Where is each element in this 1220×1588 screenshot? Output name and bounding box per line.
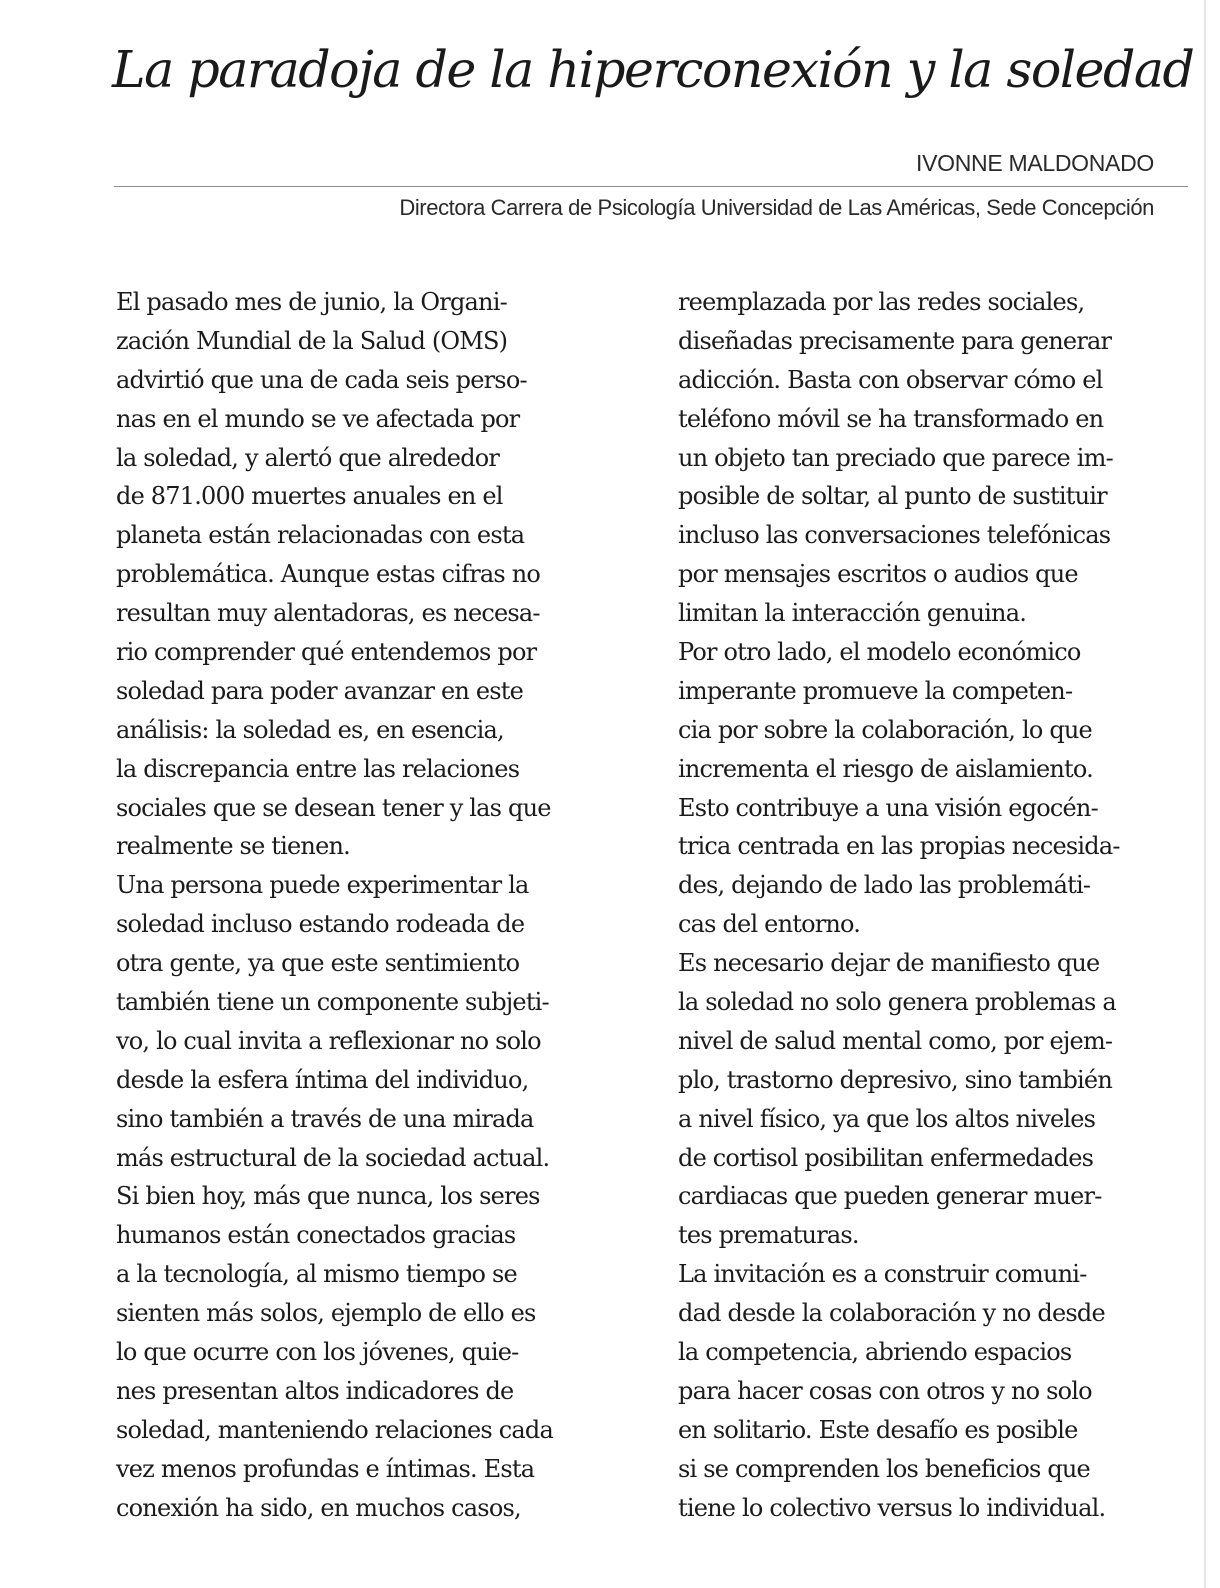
text-line: zación Mundial de la Salud (OMS) bbox=[116, 326, 508, 355]
text-line: advirtió que una de cada seis perso- bbox=[116, 365, 527, 394]
text-line: soledad para poder avanzar en este bbox=[116, 676, 524, 705]
text-line: para hacer cosas con otros y no solo bbox=[678, 1376, 1092, 1405]
article-column-left bbox=[116, 283, 553, 1528]
text-line: sociales que se desean tener y las que bbox=[116, 793, 551, 822]
text-line: des, dejando de lado las problemáti- bbox=[678, 871, 1091, 900]
text-line: a nivel físico, ya que los altos niveles bbox=[678, 1104, 1096, 1133]
text-line: adicción. Basta con observar cómo el bbox=[678, 365, 1103, 394]
text-line: más estructural de la sociedad actual. bbox=[116, 1143, 550, 1172]
text-line: trica centrada en las propias necesida- bbox=[678, 832, 1120, 861]
text-line: vo, lo cual invita a reflexionar no solo bbox=[116, 1026, 541, 1055]
article-column-right bbox=[678, 283, 1120, 1528]
text-line: lo que ocurre con los jóvenes, quie- bbox=[116, 1338, 519, 1367]
text-line: La invitación es a construir comuni- bbox=[678, 1260, 1087, 1289]
text-line: a la tecnología, al mismo tiempo se bbox=[116, 1260, 517, 1289]
text-line: cia por sobre la colaboración, lo que bbox=[678, 715, 1092, 744]
text-line: la soledad, y alertó que alrededor bbox=[116, 443, 500, 472]
text-line: Una persona puede experimentar la bbox=[116, 871, 529, 900]
article-title: La paradoja de la hiperconexión y la soledad bbox=[112, 40, 1194, 99]
text-line: rio comprender qué entendemos por bbox=[116, 638, 537, 667]
text-line: también tiene un componente subjeti- bbox=[116, 988, 549, 1017]
text-line: cardiacas que pueden generar muer- bbox=[678, 1182, 1102, 1211]
page-edge-divider bbox=[1204, 0, 1206, 1588]
text-line: de 871.000 muertes anuales en el bbox=[116, 482, 503, 511]
text-line: planeta están relacionadas con esta bbox=[116, 521, 525, 550]
text-line: humanos están conectados gracias bbox=[116, 1221, 516, 1250]
text-line: reemplazada por las redes sociales, bbox=[678, 288, 1085, 316]
text-line: Esto contribuye a una visión egocén- bbox=[678, 793, 1098, 822]
text-line: un objeto tan preciado que parece im- bbox=[678, 443, 1113, 472]
text-line: diseñadas precisamente para generar bbox=[678, 326, 1112, 355]
text-line: imperante promueve la competen- bbox=[678, 676, 1073, 705]
text-line: tes prematuras. bbox=[678, 1221, 859, 1250]
text-line: la discrepancia entre las relaciones bbox=[116, 754, 520, 783]
text-line: Es necesario dejar de manifiesto que bbox=[678, 949, 1100, 978]
text-line: soledad, manteniendo relaciones cada bbox=[116, 1415, 553, 1444]
text-line: desde la esfera íntima del individuo, bbox=[116, 1065, 529, 1094]
author-name: IVONNE MALDONADO bbox=[915, 150, 1154, 176]
text-line: plo, trastorno depresivo, sino también bbox=[678, 1065, 1112, 1094]
text-line: Por otro lado, el modelo económico bbox=[678, 638, 1081, 667]
text-line: realmente se tienen. bbox=[116, 832, 350, 861]
text-line: dad desde la colaboración y no desde bbox=[678, 1299, 1105, 1328]
text-line: vez menos profundas e íntimas. Esta bbox=[116, 1454, 535, 1483]
text-line: conexión ha sido, en muchos casos, bbox=[116, 1493, 521, 1522]
text-line: nes presentan altos indicadores de bbox=[116, 1376, 514, 1405]
text-line: El pasado mes de junio, la Organi- bbox=[116, 288, 507, 316]
text-line: incluso las conversaciones telefónicas bbox=[678, 521, 1111, 550]
text-line: resultan muy alentadoras, es necesa- bbox=[116, 599, 540, 628]
text-line: limitan la interacción genuina. bbox=[678, 599, 1027, 628]
author-role: Directora Carrera de Psicología Universidad de Las Américas, Sede Concepción bbox=[399, 195, 1154, 220]
text-line: soledad incluso estando rodeada de bbox=[116, 910, 525, 939]
text-line: si se comprenden los beneficios que bbox=[678, 1454, 1090, 1483]
text-line: cas del entorno. bbox=[678, 910, 861, 939]
text-line: sienten más solos, ejemplo de ello es bbox=[116, 1299, 536, 1328]
byline-divider bbox=[114, 186, 1188, 187]
text-line: nivel de salud mental como, por ejem- bbox=[678, 1026, 1113, 1055]
text-line: en solitario. Este desafío es posible bbox=[678, 1415, 1078, 1444]
text-line: problemática. Aunque estas cifras no bbox=[116, 560, 541, 589]
text-line: Si bien hoy, más que nunca, los seres bbox=[116, 1182, 540, 1211]
text-line: sino también a través de una mirada bbox=[116, 1104, 534, 1133]
text-line: por mensajes escritos o audios que bbox=[678, 560, 1078, 589]
text-line: la soledad no solo genera problemas a bbox=[678, 988, 1116, 1017]
text-line: de cortisol posibilitan enfermedades bbox=[678, 1143, 1094, 1172]
text-line: incrementa el riesgo de aislamiento. bbox=[678, 754, 1093, 783]
text-line: teléfono móvil se ha transformado en bbox=[678, 404, 1104, 433]
text-line: tiene lo colectivo versus lo individual. bbox=[678, 1493, 1106, 1522]
text-line: la competencia, abriendo espacios bbox=[678, 1338, 1072, 1367]
text-line: nas en el mundo se ve afectada por bbox=[116, 404, 520, 433]
text-line: otra gente, ya que este sentimiento bbox=[116, 949, 520, 978]
text-line: análisis: la soledad es, en esencia, bbox=[116, 715, 504, 744]
text-line: posible de soltar, al punto de sustituir bbox=[678, 482, 1107, 511]
